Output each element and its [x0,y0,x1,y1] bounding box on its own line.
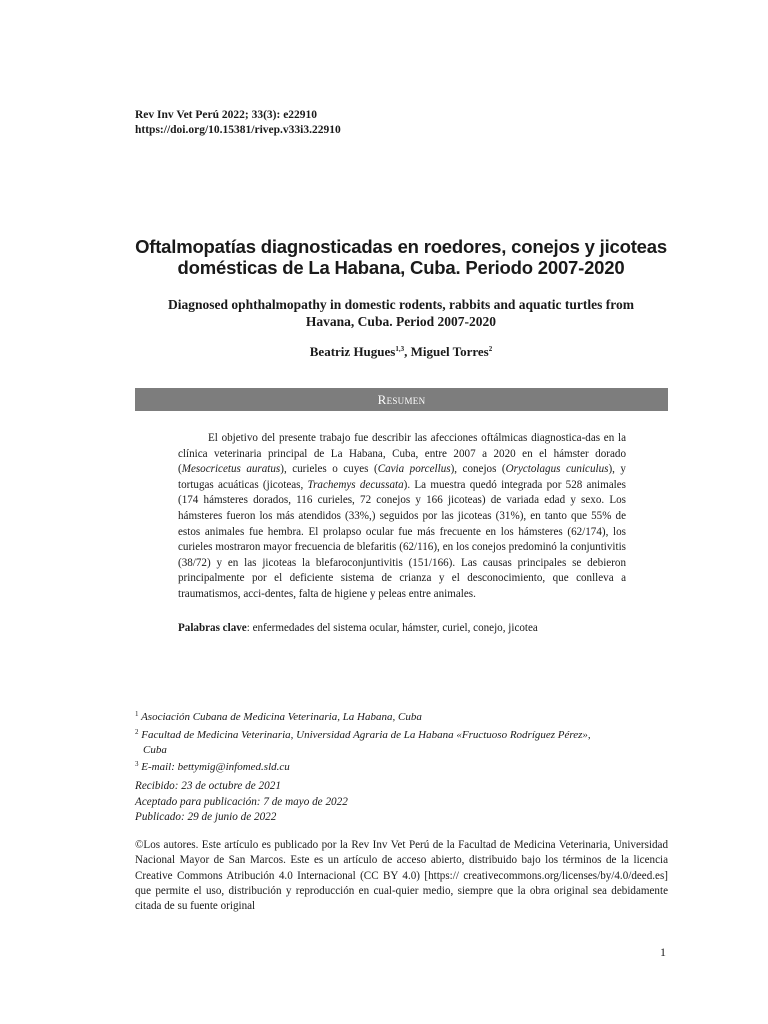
abstract-segment: ), curieles o cuyes ( [280,463,378,476]
resumen-section-header [135,388,668,411]
author-list [120,344,682,360]
abstract-segment: ), y tortugas acuáticas (jicoteas, [178,463,626,491]
title-line-1: Oftalmopatías diagnosticadas en roedores, conejos y jicoteas [135,236,667,257]
species-name: Cavia porcellus [377,463,451,476]
abstract-segment: El objetivo del presente trabajo fue describir las afecciones oftálmicas diagnostica-das en la clínica veterinaria principal de La Habana, Cuba, entre 2007 a 2020 en el hámster dorado ( [178,432,626,476]
license-notice: ©Los autores. Este artículo es publicado por la Rev Inv Vet Perú de la Facultad de Medicina Veterinaria, Universidad Nacional Mayor de San Marcos. Este es un artículo de acceso abierto, distribuido bajo los términos de la licencia Creative Commons Atribución 4.0 Internacional (CC BY 4.0) [https:// creativecommons.org/licenses/by/4.0/deed.es] que permite el uso, distribución y reproducción en cual-quier medio, siempre que la obra original sea debidamente citada de su fuente original [135,839,668,913]
abstract-segment: ), conejos ( [450,463,506,476]
affiliation-text: Asociación Cubana de Medicina Veterinaria, La Habana, Cuba [141,711,422,723]
abstract-text [178,431,626,603]
affiliation-1 [135,707,670,725]
species-name: Trachemys decussata [307,478,404,491]
author-separator: , [404,344,411,359]
author-1: Beatriz Hugues [309,344,396,359]
affiliation-marker: 3 [135,760,139,769]
english-title-line-1: Diagnosed ophthalmopathy in domestic rodents, rabbits and aquatic turtles from [167,297,635,312]
keywords-list: : enfermedades del sistema ocular, hámster, curiel, conejo, jicotea [246,622,538,634]
accepted-date: Aceptado para publicación: 7 de mayo de 2022 [135,795,348,808]
affiliation-3 [135,757,670,775]
keywords-label: Palabras clave [178,622,247,634]
doi-link[interactable]: https://doi.org/10.15381/rivep.v33i3.22910 [135,124,341,136]
paper-title-english [120,296,682,330]
author-2-affiliation: 2 [488,345,493,353]
affiliation-marker: 2 [135,727,139,736]
paper-title [100,236,702,278]
species-name: Oryctolagus cuniculus [505,463,609,476]
keywords [178,621,626,636]
journal-header [135,108,341,138]
affiliations [135,707,670,775]
affiliation-2 [135,725,670,743]
email-text[interactable]: E-mail: bettymig@infomed.sld.cu [141,761,290,774]
abstract-segment: ). La muestra quedó integrada por 528 animales (174 hámsteres dorados, 116 curieles, 72 conejos y 166 jicoteas) de variada edad y sexo. Los hámsteres fueron los más atendidos (33%,) seguidos por las jicoteas (31%), en tanto que 55% de estos animales fue hembra. El prolapso ocular fue más frecuente en los hámsteres (62/174), los curieles mostraron mayor frecuencia de blefaritis (62/116), en los conejos predominó la conjuntivitis (38/72) y en las jicoteas la blefaroconjuntivitis (151/166). Las causas principales se debieron principalmente por el deficiente sistema de crianza y el desconocimiento, que conlleva a traumatismos, acci-dentes, falta de higiene y peleas entre animales. [178,478,626,600]
affiliation-2-continued: Cuba [143,743,167,756]
author-1-affiliation: 1,3 [395,345,405,353]
page-number: 1 [660,945,666,959]
journal-citation: Rev Inv Vet Perú 2022; 33(3): e22910 [135,109,318,121]
published-date: Publicado: 29 de junio de 2022 [135,811,277,823]
author-2: Miguel Torres [410,344,489,359]
affiliation-text: Facultad de Medicina Veterinaria, Universidad Agraria de La Habana «Fructuoso Rodríguez Pérez», [141,728,591,741]
english-title-line-2: Havana, Cuba. Period 2007-2020 [305,314,497,329]
species-name: Mesocricetus auratus [181,463,281,476]
received-date: Recibido: 23 de octubre de 2021 [135,780,281,792]
resumen-label: Resumen [377,392,426,407]
title-line-2: domésticas de La Habana, Cuba. Periodo 2007-2020 [177,257,625,278]
affiliation-marker: 1 [135,710,139,718]
publication-dates [135,779,670,826]
